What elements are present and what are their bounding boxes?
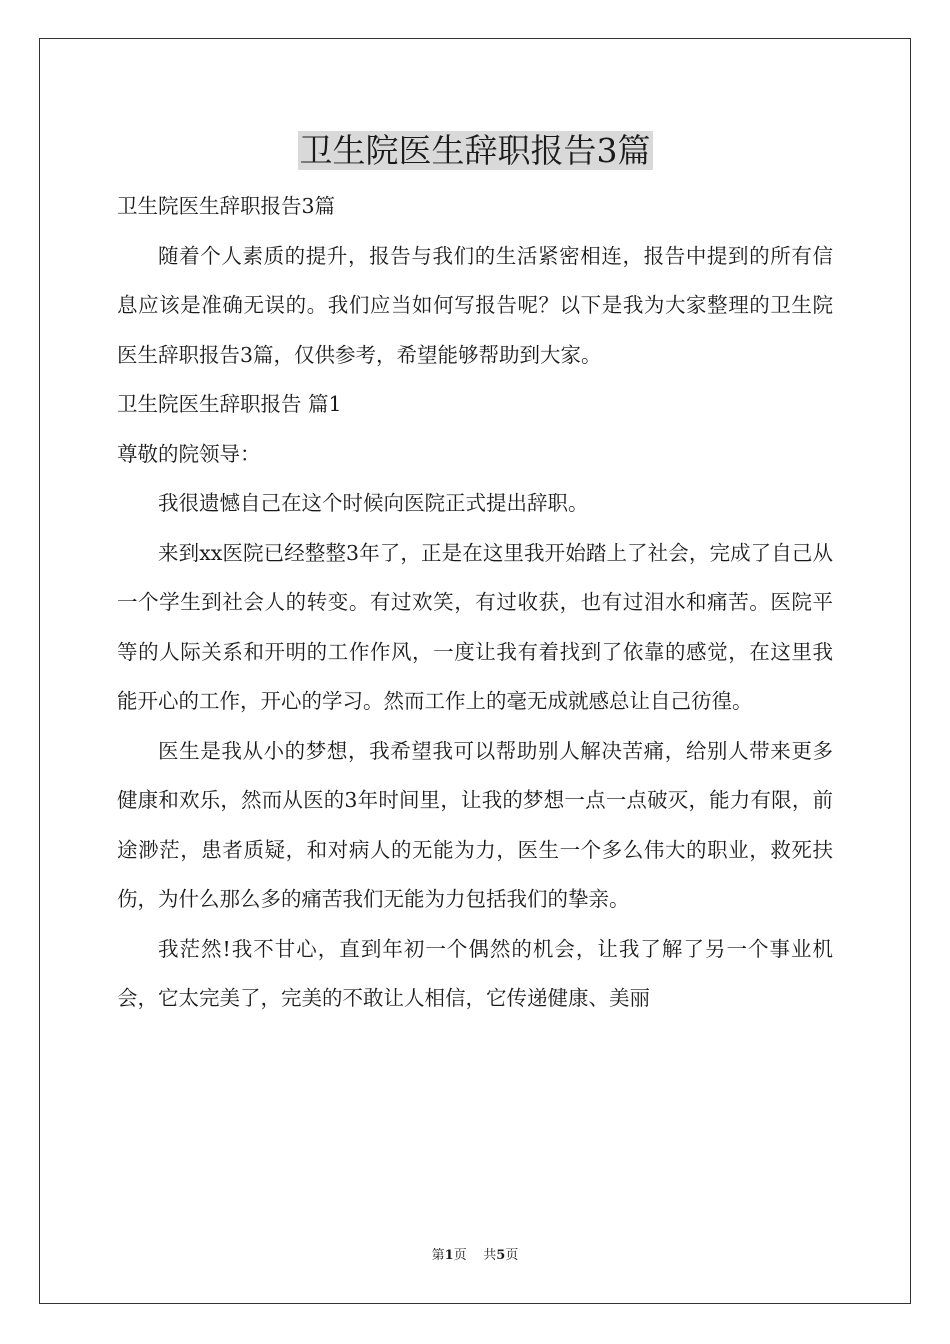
footer-page-total: 5 (496, 1248, 506, 1263)
paragraph: 尊敬的院领导： (117, 441, 261, 466)
footer-page-current: 1 (444, 1248, 454, 1263)
paragraph: 卫生院医生辞职报告3篇 (117, 194, 336, 218)
paragraph: 卫生院医生辞职报告 篇1 (117, 392, 342, 416)
footer-total-suffix: 页 (505, 1248, 519, 1263)
paragraph: 来到xx医院已经整整3年了，正是在这里我开始踏上了社会，完成了自己从一个学生到社会人的转变。有过欢笑，有过收获，也有过泪水和痛苦。医院平等的人际关系和开明的工作作风，一度让我有着找到了依靠的感觉，在这里我能开心的工作，开心的学习。然而工作上的毫无成就感总让自己彷徨。 (117, 540, 833, 713)
footer-page-suffix: 页 (453, 1248, 467, 1263)
footer-total-prefix: 共 (483, 1248, 497, 1263)
page-footer (0, 1246, 950, 1266)
document-body (117, 182, 833, 1024)
document-title-text: 卫生院医生辞职报告3篇 (299, 131, 651, 170)
paragraph: 我茫然!我不甘心，直到年初一个偶然的机会，让我了解了另一个事业机会，它太完美了，完美的不敢让人相信，它传递健康、美丽 (117, 936, 833, 1010)
paragraph: 我很遗憾自己在这个时候向医院正式提出辞职。 (158, 491, 589, 515)
paragraph: 医生是我从小的梦想，我希望我可以帮助别人解决苦痛，给别人带来更多健康和欢乐，然而从医的3年时间里，让我的梦想一点一点破灭，能力有限，前途渺茫，患者质疑，和对病人的无能为力，医生一个多么伟大的职业，救死扶伤，为什么那么多的痛苦我们无能为力包括我们的挚亲。 (117, 738, 833, 911)
document-title (0, 126, 950, 176)
paragraph: 随着个人素质的提升，报告与我们的生活紧密相连，报告中提到的所有信息应该是准确无误的。我们应当如何写报告呢？以下是我为大家整理的卫生院医生辞职报告3篇，仅供参考，希望能够帮助到大家。 (117, 243, 833, 367)
footer-page-prefix: 第 (431, 1248, 445, 1263)
